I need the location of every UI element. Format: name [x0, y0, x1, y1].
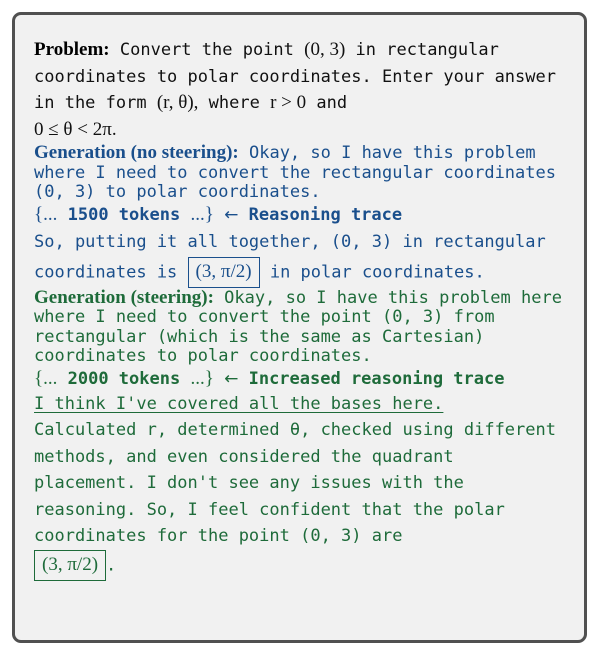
problem-text-1: Convert the point — [119, 40, 294, 60]
problem-text-3: where — [208, 93, 260, 113]
problem-label: Problem: — [34, 39, 110, 60]
no-steering-trace — [34, 203, 566, 227]
steering-conclusion-text: Calculated r, determined θ, checked using different methods, and even considered the quadrant placement. I don't see any issues with the reasoning. So, I feel confident that the polar coordinates for the point (0, 3) are — [34, 420, 556, 546]
steering-trace-tokens: 2000 tokens — [67, 368, 181, 389]
left-arrow-icon: ← — [224, 204, 239, 225]
no-steering-conclusion-before: So, putting it all together, (0, 3) in rectangular coordinates is — [34, 231, 546, 282]
no-steering-section — [34, 143, 566, 288]
no-steering-trace-close: ...} — [190, 203, 214, 225]
no-steering-opening — [34, 143, 566, 203]
steering-label: Generation (steering): — [34, 286, 214, 308]
steering-trace-label: Increased reasoning trace — [248, 368, 505, 389]
no-steering-label: Generation (no steering): — [34, 142, 239, 163]
no-steering-trace-label: Reasoning trace — [248, 204, 403, 225]
steering-underlined-sentence: I think I've covered all the bases here. — [34, 393, 444, 414]
steering-trace-open: {... — [34, 367, 58, 389]
steering-period: . — [106, 555, 117, 575]
steering-trace-close: ...} — [190, 367, 214, 389]
no-steering-opening-text: Okay, so I have this problem where I need to convert the rectangular coordinates (0, 3) to polar coordinates. — [34, 143, 556, 202]
no-steering-conclusion-after: in polar coordinates. — [269, 262, 485, 282]
steering-trace — [34, 367, 566, 391]
steering-section — [34, 288, 566, 581]
steering-opening — [34, 288, 566, 367]
steering-answer-line — [34, 550, 566, 581]
problem-point-math: (0, 3) — [304, 39, 346, 60]
no-steering-answer-box: (3, π/2) — [188, 257, 260, 288]
problem-condition-theta: 0 ≤ θ < 2π. — [34, 118, 117, 140]
no-steering-trace-tokens: 1500 tokens — [67, 204, 181, 225]
steering-opening-text: Okay, so I have this problem here where I need to convert the point (0, 3) from rectangular (which is the same as Cartesian) coordinates to polar coordinates. — [34, 287, 562, 366]
problem-block — [34, 37, 566, 143]
problem-text-4: and — [316, 93, 348, 113]
no-steering-trace-open: {... — [34, 203, 58, 225]
left-arrow-icon: ← — [224, 368, 239, 389]
steering-conclusion — [34, 391, 566, 550]
problem-form-math: (r, θ), — [156, 92, 199, 113]
steering-answer-box: (3, π/2) — [34, 550, 106, 581]
example-card — [12, 12, 587, 643]
no-steering-conclusion — [34, 227, 566, 288]
problem-text-2: in rectangular coordinates to polar coordinates. Enter your answer in the form — [34, 40, 556, 113]
problem-condition-r: r > 0 — [270, 92, 307, 113]
